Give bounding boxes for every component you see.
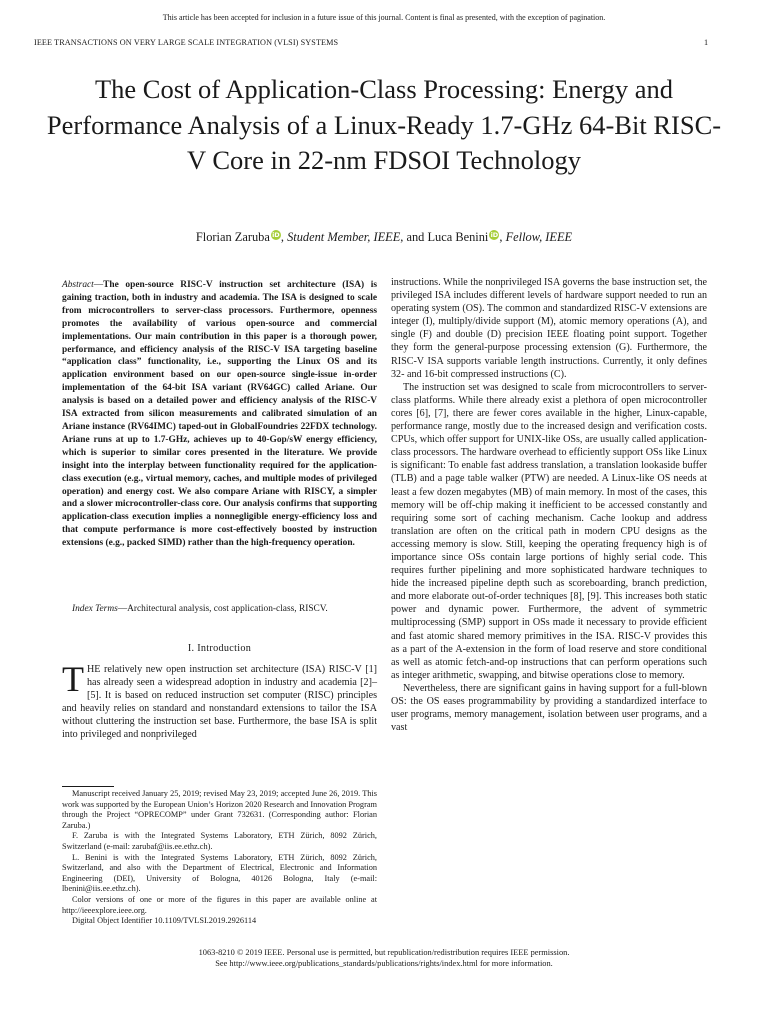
copyright-line: 1063-8210 © 2019 IEEE. Personal use is permitted, but republication/redistribution requires IEEE permission. [198, 948, 570, 957]
intro-paragraph [62, 659, 377, 742]
abstract-label: Abstract [62, 280, 94, 290]
abstract-text: The open-source RISC-V instruction set architecture (ISA) is gaining traction, both in industry and academia. The ISA is designed to scale from microcontrollers to server-class processors. Furthermore, openness promotes the availability of various open-source and commercial implementations. Our main contribution in this paper is a thorough power, performance, and efficiency analysis of the RISC-V ISA targeting baseline “application class” functionality, i.e., supporting the Linux OS and its application environment based on our open-source single-issue in-order implementation of the 64-bit ISA variant (RV64GC) called Ariane. Our analysis is based on a detailed power and efficiency analysis of the RISC-V ISA extracted from silicon measurements and calibrated simulation of an Ariane instance (RV64IMC) taped-out in GlobalFoundries 22FDX technology. Ariane runs at up to 1.7-GHz, achieves up to 40-Gop/sW energy efficiency, which is superior to similar cores presented in the literature. We provide insight into the interplay between functionality required for the application-class execution (e.g., virtual memory, caches, and multiple modes of privileged operation) and energy cost. We also compare Ariane with RISCY, a simpler and a slower microcontroller-class core. Our analysis confirms that supporting application-class execution implies a nonnegligible energy-efficiency loss and that compute performance is more cost-effectively boosted by instruction extensions (e.g., packed SIMD) rather than the high-frequency operation. [62, 280, 377, 549]
footnote-doi: Digital Object Identifier 10.1109/TVLSI.2019.2926114 [72, 916, 257, 926]
copyright-notice [0, 947, 768, 970]
journal-notice: This article has been accepted for inclusion in a future issue of this journal. Content is final as presented, with the exception of pagination. [162, 13, 606, 22]
footnote-author2: L. Benini is with the Integrated Systems Laboratory, ETH Zürich, 8092 Zürich, Switzerland, and also with the Department of Electrical, Electronic and Information Engineering (DEI), University of Bologna, 40126 Bologna, Italy (e-mail: lbenini@iis.ee.ethz.ch). [62, 852, 377, 894]
running-header: IEEE TRANSACTIONS ON VERY LARGE SCALE INTEGRATION (VLSI) SYSTEMS [34, 38, 339, 47]
author-separator: , and [400, 230, 428, 244]
footnote-manuscript: Manuscript received January 25, 2019; revised May 23, 2019; accepted June 26, 2019. This work was supported by the European Union’s Horizon 2020 Research and Innovation Program through the Project “OPRECOMP” under Grant 732631. (Corresponding author: Florian Zaruba.) [62, 789, 377, 830]
copyright-line: See http://www.ieee.org/publications_standards/publications/rights/index.html for more information. [215, 959, 553, 969]
footnote-separator [62, 786, 114, 787]
right-column [391, 276, 707, 734]
body-paragraph: Nevertheless, there are significant gains in having support for a full-blown OS: the OS eases programmability by providing a standardized interface to user programs, memory management, isolation between user programs, and a vast [391, 682, 707, 734]
author-line: Florian Zaruba iD, Student Member, IEEE, and Luca Benini iD, Fellow, IEEE [195, 230, 573, 244]
body-paragraph: The instruction set was designed to scale from microcontrollers to server-class platforms. While there already exist a plethora of open microcontroller cores [6], [7], there are fewer cores available in the higher, Linux-capable, performance range, mostly due to the increased design and verification costs. CPUs, which offer support for UNIX-like OSs, are usually called application-class processors. The hardware overhead to efficiently support OSs like Linux is significant: To enable fast address translation, a translation lookaside buffer (TLB) and a page table walker (PTW) are needed. A Linux-like OS needs at least a few dozen megabytes (MB) of main memory. In most of the cases, this memory will be off-chip making it inefficient to be accessed constantly and requiring some sort of caching mechanism. Cache lookup and address translation are often on the critical path in modern CPU designs as the accessing memory is slow. Still, keeping the operating frequency high is of importance since OSs contain large portions of highly serial code. This requires further pipelining and more sophisticated hardware techniques to hide the increased pipeline depth such as scoreboarding, branch prediction, and more elaborate out-of-order techniques [8], [9]. This increases both static power and dynamic power. Furthermore, the advent of symmetric multiprocessing (SMP) support in OSs made it necessary to provide efficient and fast atomic shared memory primitives in the ISA. RISC-V provides this as a part of the A-extension in the form of load reserve and store conditional as well as atomic fetch-and-op instructions that can perform operations such as integer arithmetic, swapping, and bitwise operations close to memory. [391, 381, 707, 681]
body-paragraph: instructions. While the nonprivileged ISA governs the base instruction set, the privileged ISA includes different levels of hardware support needed to run an operating system (OS). The common and standardized RISC-V extensions are integer (I), multiply/divide support (M), atomic memory operations (A), and single (F) and double (D) precision IEEE floating point support. Together they form the general-purpose processing extension (G). Furthermore, the RISC-V ISA supports variable length instructions. Currently, it only defines 32- and 16-bit compressed instructions (C). [391, 277, 707, 380]
author-membership: Student Member, IEEE [287, 230, 401, 244]
page-number: 1 [704, 38, 709, 47]
author-membership: Fellow, IEEE [505, 230, 573, 244]
footnotes [62, 789, 377, 927]
orcid-icon[interactable]: iD [490, 231, 499, 239]
index-terms: Index Terms—Architectural analysis, cost application-class, RISCV. [72, 604, 328, 614]
orcid-icon[interactable]: iD [272, 231, 280, 239]
paper-title: The Cost of Application-Class Processing: Energy and Performance Analysis of a Linux-Ready 1.7-GHz 64-Bit RISC-V Core in 22-nm FDSOI Technology [46, 74, 722, 175]
footnote-color: Color versions of one or more of the figures in this paper are available online at http://ieeexplore.ieee.org. [62, 894, 377, 915]
section-heading: I. Introduction [187, 643, 252, 654]
drop-cap: T [62, 659, 84, 699]
index-terms-label: Index Terms [72, 604, 118, 614]
abstract: Abstract—The open-source RISC-V instruction set architecture (ISA) is gaining traction, both in industry and academia. The ISA is designed to scale from microcontrollers to server-class processors. Furthermore, openness promotes the availability of various open-source and commercial implementations. Our main contribution in this paper is a thorough power, performance, and efficiency analysis of the RISC-V ISA targeting baseline “application class” functionality, i.e., supporting the Linux OS and its application environment based on our open-source single-issue in-order implementation of the 64-bit ISA variant (RV64GC) called Ariane. Our analysis is based on a detailed power and efficiency analysis of the RISC-V ISA extracted from silicon measurements and calibrated simulation of an Ariane instance (RV64IMC) taped-out in GlobalFoundries 22FDX technology. Ariane runs at up to 1.7-GHz, achieves up to 40-Gop/sW energy efficiency, which is superior to similar cores presented in the literature. We provide insight into the interplay between functionality required for the application-class execution (e.g., virtual memory, caches, and multiple modes of privileged operation) and energy cost. We also compare Ariane with RISCY, a simpler and a slower microcontroller-class core. Our analysis confirms that supporting application-class execution implies a nonnegligible energy-efficiency loss and that compute performance is more cost-effectively boosted by instruction extensions (e.g., packed SIMD) rather than the high-frequency operation. [62, 280, 377, 549]
author-name: Florian Zaruba [195, 230, 270, 244]
footnote-author1: F. Zaruba is with the Integrated Systems Laboratory, ETH Zürich, 8092 Zürich, Switzerland (e-mail: zarubaf@iis.ee.ethz.ch). [62, 831, 377, 851]
intro-text: HE relatively new open instruction set architecture (ISA) RISC-V [1] has already seen a widespread adoption in industry and academia [2]–[5]. It is based on reduced instruction set computer (RISC) principles and heavily relies on standard and nonstandard extensions to tailor the ISA without cluttering the instruction set base. Furthermore, the base ISA is split into privileged and nonprivileged [62, 664, 377, 741]
index-terms-text: Architectural analysis, cost application-class, RISCV. [127, 604, 328, 614]
author-name: Luca Benini [427, 230, 489, 244]
